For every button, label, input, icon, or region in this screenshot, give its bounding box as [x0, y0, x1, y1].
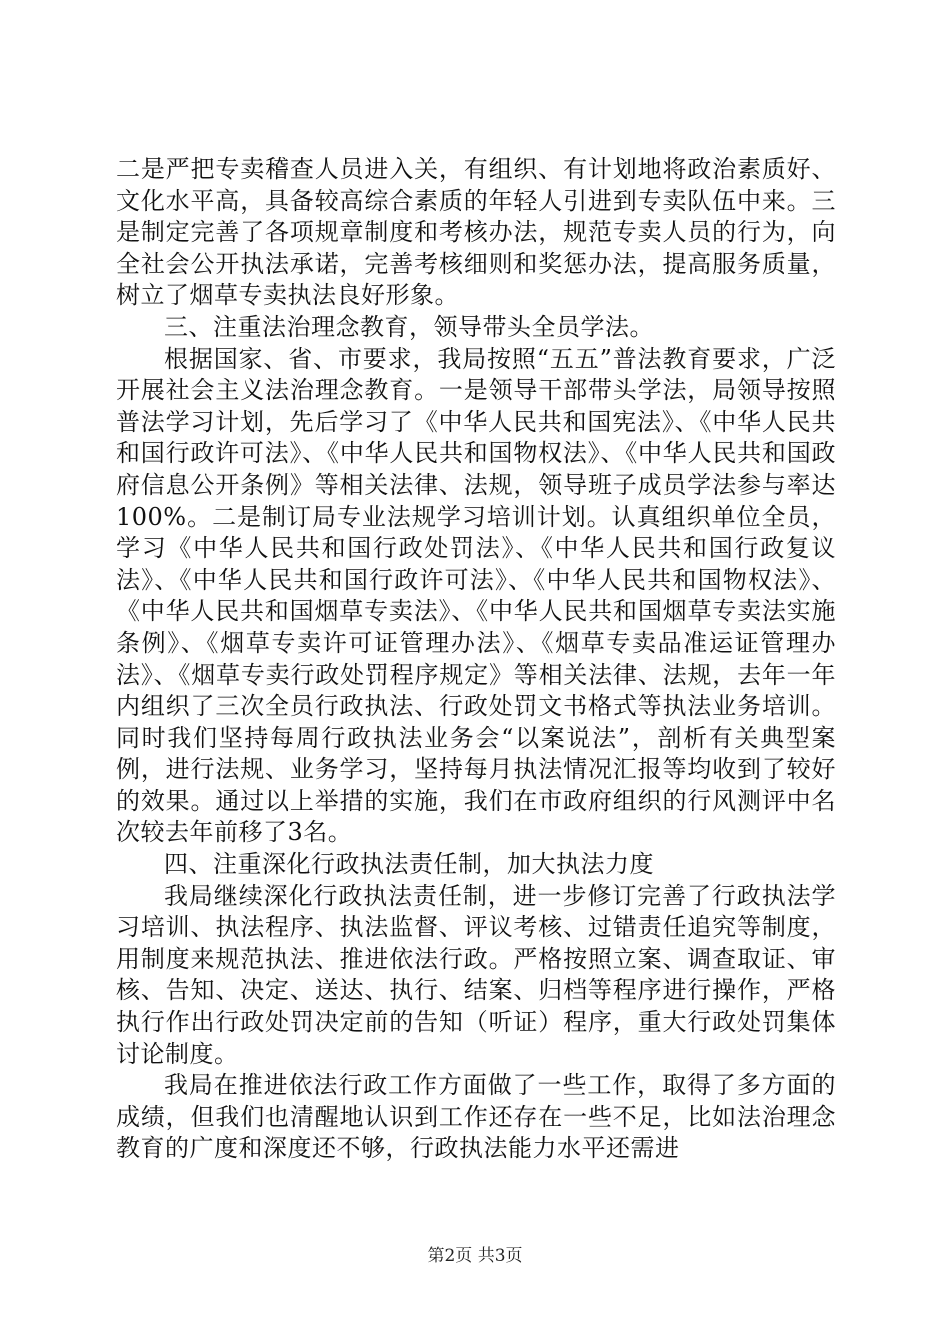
- paragraph-shortcomings: 我局在推进依法行政工作方面做了一些工作，取得了多方面的成绩，但我们也清醒地认识到工作还存在一些不足，比如法治理念教育的广度和深度还不够，行政执法能力水平还需进: [116, 1071, 836, 1163]
- paragraph-personnel-management: 二是严把专卖稽查人员进入关，有组织、有计划地将政治素质好、文化水平高，具备较高综合素质的年轻人引进到专卖队伍中来。三是制定完善了各项规章制度和考核办法，规范专卖人员的行为，向全社会公开执法承诺，完善考核细则和奖惩办法，提高服务质量，树立了烟草专卖执法良好形象。: [116, 155, 836, 310]
- section-heading-4: 四、注重深化行政执法责任制，加大执法力度: [164, 850, 654, 879]
- paragraph-law-education: 根据国家、省、市要求，我局按照“五五”普法教育要求，广泛开展社会主义法治理念教育。一是领导干部带头学法，局领导按照普法学习计划，先后学习了《中华人民共和国宪法》、《中华人民共和国行政许可法》、《中华人民共和国物权法》、《中华人民共和国政府信息公开条例》等相关法律、法规，领导班子成员学法参与率达100%。二是制订局专业法规学习培训计划。认真组织单位全员，学习《中华人民共和国行政处罚法》、《中华人民共和国行政复议法》、《中华人民共和国行政许可法》、《中华人民共和国物权法》、《中华人民共和国烟草专卖法》、《中华人民共和国烟草专卖法实施条例》、《烟草专卖许可证管理办法》、《烟草专卖品准运证管理办法》、《烟草专卖行政处罚程序规定》等相关法律、法规，去年一年内组织了三次全员行政执法、行政处罚文书格式等执法业务培训。同时我们坚持每周行政执法业务会“以案说法”，剖析有关典型案例，进行法规、业务学习，坚持每月执法情况汇报等均收到了较好的效果。通过以上举措的实施，我们在市政府组织的行风测评中名次较去年前移了3名。: [116, 344, 836, 847]
- page-number-footer: 第2页 共3页: [427, 1246, 523, 1266]
- section-heading-3: 三、注重法治理念教育，领导带头全员学法。: [164, 312, 654, 341]
- paragraph-enforcement-responsibility: 我局继续深化行政执法责任制，进一步修订完善了行政执法学习培训、执法程序、执法监督、评议考核、过错责任追究等制度，用制度来规范执法、推进依法行政。严格按照立案、调查取证、审核、告知、决定、送达、执行、结案、归档等程序进行操作，严格执行作出行政处罚决定前的告知（听证）程序，重大行政处罚集体讨论制度。: [116, 881, 836, 1068]
- document-body: [116, 154, 836, 1165]
